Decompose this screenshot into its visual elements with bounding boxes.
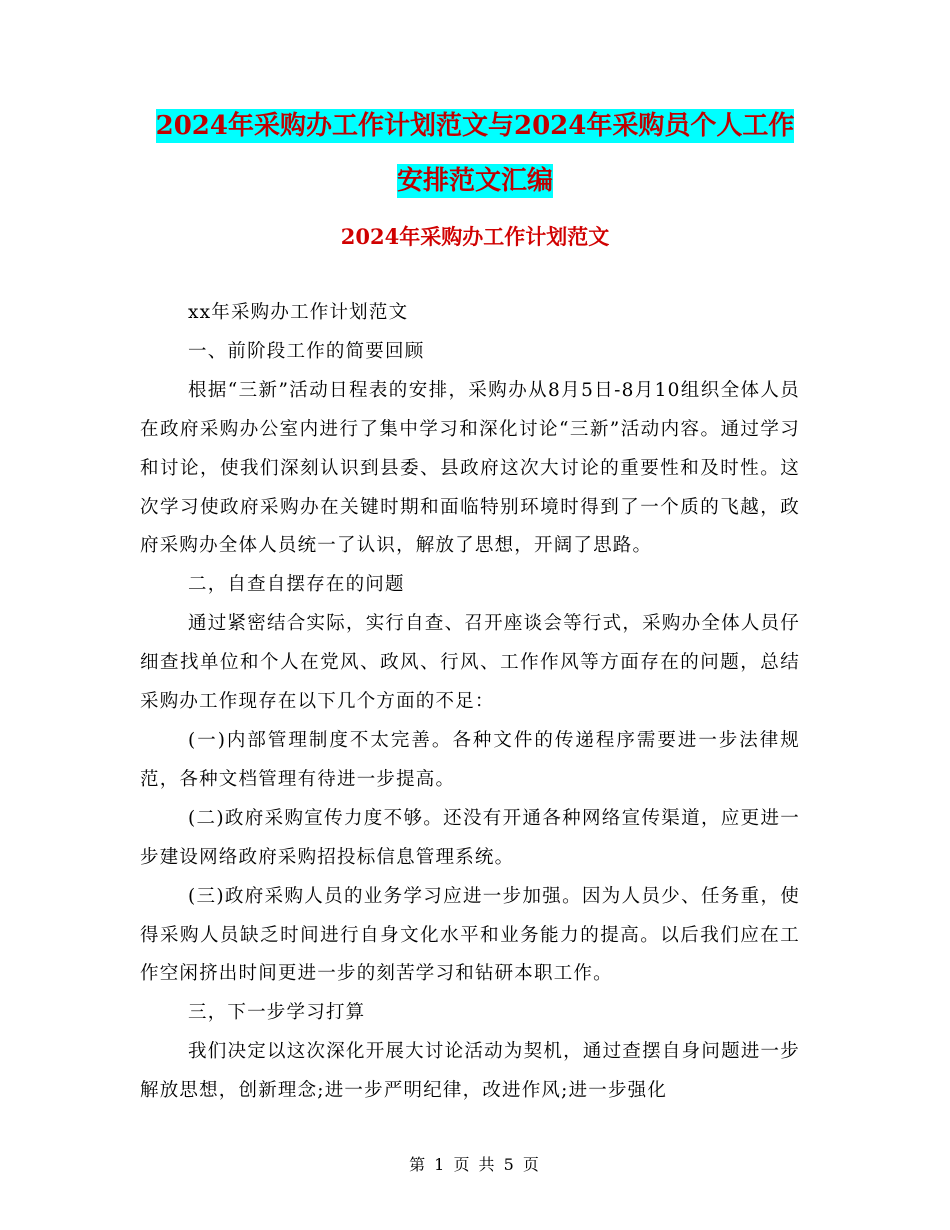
paragraph: (一)内部管理制度不太完善。各种文件的传递程序需要进一步法律规范，各种文档管理有待进一步提高。	[140, 729, 800, 790]
paragraph: 二，自查自摆存在的问题	[188, 574, 405, 596]
document-title	[140, 103, 810, 204]
paragraph: 根据“三新”活动日程表的安排，采购办从8月5日-8月10组织全体人员在政府采购办公室内进行了集中学习和深化讨论“三新”活动内容。通过学习和讨论，使我们深刻认识到县委、县政府这次大讨论的重要性和及时性。这次学习使政府采购办在关键时期和面临特别环境时得到了一个质的飞越，政府采购办全体人员统一了认识，解放了思想，开阔了思路。	[140, 379, 800, 557]
title-line-1: 2024年采购办工作计划范文与2024年采购员个人工作	[155, 111, 795, 141]
paragraph: (二)政府采购宣传力度不够。还没有开通各种网络宣传渠道，应更进一步建设网络政府采购招投标信息管理系统。	[140, 807, 800, 868]
paragraph: 三，下一步学习打算	[188, 1002, 366, 1024]
paragraph: 一、前阶段工作的简要回顾	[188, 340, 425, 362]
paragraph: xx年采购办工作计划范文	[188, 302, 409, 323]
document-body	[140, 294, 800, 1111]
title-line-2: 安排范文汇编	[396, 166, 553, 196]
paragraph: (三)政府采购人员的业务学习应进一步加强。因为人员少、任务重，使得采购人员缺乏时间进行自身文化水平和业务能力的提高。以后我们应在工作空闲挤出时间更进一步的刻苦学习和钻研本职工作。	[140, 885, 800, 985]
page-number-footer: 第 1 页 共 5 页	[409, 1155, 541, 1174]
paragraph: 通过紧密结合实际，实行自查、召开座谈会等行式，采购办全体人员仔细查找单位和个人在党风、政风、行风、工作作风等方面存在的问题，总结采购办工作现存在以下几个方面的不足：	[140, 613, 800, 713]
section-title: 2024年采购办工作计划范文	[340, 224, 610, 249]
paragraph: 我们决定以这次深化开展大讨论活动为契机，通过查摆自身问题进一步解放思想，创新理念;进一步严明纪律，改进作风;进一步强化	[140, 1041, 800, 1102]
